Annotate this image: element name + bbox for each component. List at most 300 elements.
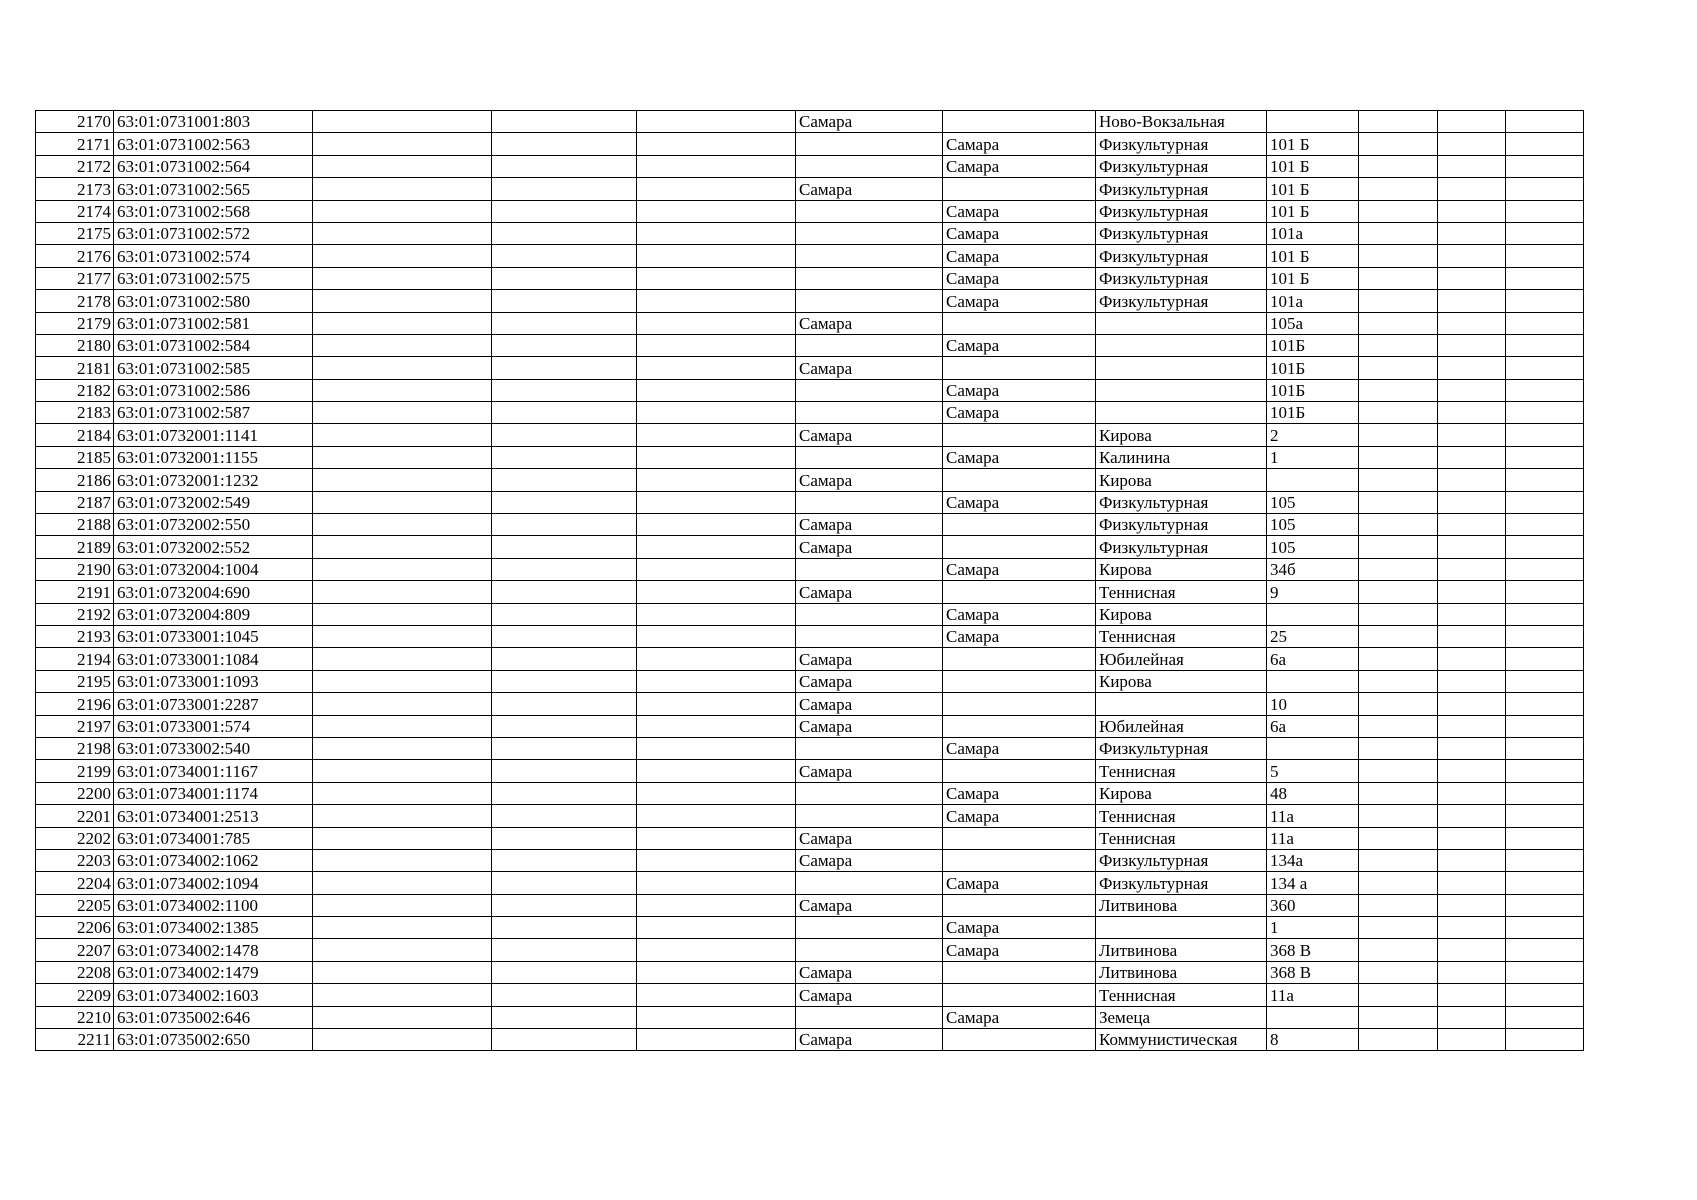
empty-cell <box>1438 849 1506 871</box>
empty-cell <box>1506 514 1584 536</box>
settlement-cell <box>943 178 1096 200</box>
empty-cell <box>1359 536 1438 558</box>
empty-cell <box>1438 536 1506 558</box>
empty-cell <box>637 222 796 244</box>
settlement-cell <box>943 984 1096 1006</box>
empty-cell <box>1506 155 1584 177</box>
city-cell: Самара <box>796 178 943 200</box>
empty-cell <box>1359 402 1438 424</box>
empty-cell <box>1438 133 1506 155</box>
city-cell: Самара <box>796 469 943 491</box>
empty-cell <box>1506 1029 1584 1051</box>
settlement-cell: Самара <box>943 133 1096 155</box>
empty-cell <box>313 782 492 804</box>
empty-cell <box>1506 133 1584 155</box>
row-number-cell: 2188 <box>36 514 114 536</box>
empty-cell <box>1506 312 1584 334</box>
table-row <box>36 178 1584 200</box>
table-row <box>36 984 1584 1006</box>
street-cell: Физкультурная <box>1096 491 1267 513</box>
empty-cell <box>492 648 637 670</box>
empty-cell <box>1506 581 1584 603</box>
empty-cell <box>313 894 492 916</box>
house-number-cell: 101Б <box>1267 357 1359 379</box>
empty-cell <box>1359 155 1438 177</box>
empty-cell <box>1506 111 1584 133</box>
city-cell: Самара <box>796 1029 943 1051</box>
empty-cell <box>1359 961 1438 983</box>
empty-cell <box>313 469 492 491</box>
empty-cell <box>492 200 637 222</box>
empty-cell <box>1359 334 1438 356</box>
empty-cell <box>313 133 492 155</box>
empty-cell <box>492 715 637 737</box>
house-number-cell: 105а <box>1267 312 1359 334</box>
empty-cell <box>313 491 492 513</box>
empty-cell <box>492 178 637 200</box>
street-cell: Ново-Вокзальная <box>1096 111 1267 133</box>
empty-cell <box>1438 581 1506 603</box>
settlement-cell <box>943 760 1096 782</box>
cadastral-number-cell: 63:01:0731002:587 <box>114 402 313 424</box>
city-cell: Самара <box>796 827 943 849</box>
empty-cell <box>637 581 796 603</box>
table-row <box>36 693 1584 715</box>
empty-cell <box>1438 111 1506 133</box>
empty-cell <box>1438 424 1506 446</box>
empty-cell <box>313 625 492 647</box>
house-number-cell: 11а <box>1267 984 1359 1006</box>
settlement-cell <box>943 961 1096 983</box>
house-number-cell: 101 Б <box>1267 200 1359 222</box>
settlement-cell: Самара <box>943 334 1096 356</box>
table-row <box>36 1006 1584 1028</box>
empty-cell <box>1359 133 1438 155</box>
empty-cell <box>1359 625 1438 647</box>
table-row <box>36 670 1584 692</box>
cadastral-number-cell: 63:01:0731002:575 <box>114 267 313 289</box>
city-cell: Самара <box>796 514 943 536</box>
empty-cell <box>637 111 796 133</box>
street-cell: Физкультурная <box>1096 178 1267 200</box>
table-row <box>36 939 1584 961</box>
empty-cell <box>637 155 796 177</box>
empty-cell <box>1506 491 1584 513</box>
empty-cell <box>492 737 637 759</box>
empty-cell <box>1506 200 1584 222</box>
empty-cell <box>1506 290 1584 312</box>
empty-cell <box>637 402 796 424</box>
empty-cell <box>492 805 637 827</box>
empty-cell <box>1359 379 1438 401</box>
empty-cell <box>313 312 492 334</box>
house-number-cell: 101а <box>1267 222 1359 244</box>
empty-cell <box>1506 737 1584 759</box>
street-cell: Физкультурная <box>1096 155 1267 177</box>
cadastral-number-cell: 63:01:0734001:1167 <box>114 760 313 782</box>
street-cell <box>1096 402 1267 424</box>
empty-cell <box>313 446 492 468</box>
settlement-cell <box>943 827 1096 849</box>
empty-cell <box>1506 625 1584 647</box>
empty-cell <box>1506 917 1584 939</box>
cadastral-number-cell: 63:01:0732002:549 <box>114 491 313 513</box>
street-cell <box>1096 334 1267 356</box>
settlement-cell: Самара <box>943 737 1096 759</box>
table-body <box>36 111 1584 1051</box>
table-row <box>36 469 1584 491</box>
settlement-cell: Самара <box>943 1006 1096 1028</box>
street-cell: Теннисная <box>1096 760 1267 782</box>
empty-cell <box>1506 760 1584 782</box>
row-number-cell: 2211 <box>36 1029 114 1051</box>
row-number-cell: 2199 <box>36 760 114 782</box>
house-number-cell: 34б <box>1267 558 1359 580</box>
empty-cell <box>1438 1006 1506 1028</box>
empty-cell <box>1438 446 1506 468</box>
settlement-cell <box>943 424 1096 446</box>
empty-cell <box>1438 222 1506 244</box>
street-cell: Кирова <box>1096 424 1267 446</box>
cadastral-number-cell: 63:01:0732004:809 <box>114 603 313 625</box>
empty-cell <box>1506 670 1584 692</box>
settlement-cell: Самара <box>943 603 1096 625</box>
table-row <box>36 558 1584 580</box>
table-row <box>36 625 1584 647</box>
table-row <box>36 133 1584 155</box>
empty-cell <box>313 155 492 177</box>
house-number-cell <box>1267 111 1359 133</box>
empty-cell <box>1438 984 1506 1006</box>
row-number-cell: 2205 <box>36 894 114 916</box>
empty-cell <box>637 603 796 625</box>
cadastral-number-cell: 63:01:0733001:2287 <box>114 693 313 715</box>
row-number-cell: 2195 <box>36 670 114 692</box>
empty-cell <box>313 648 492 670</box>
city-cell: Самара <box>796 894 943 916</box>
empty-cell <box>492 133 637 155</box>
empty-cell <box>1506 872 1584 894</box>
city-cell <box>796 379 943 401</box>
empty-cell <box>313 357 492 379</box>
empty-cell <box>492 872 637 894</box>
empty-cell <box>313 693 492 715</box>
empty-cell <box>313 111 492 133</box>
city-cell: Самара <box>796 961 943 983</box>
street-cell <box>1096 917 1267 939</box>
city-cell <box>796 222 943 244</box>
city-cell <box>796 245 943 267</box>
empty-cell <box>1359 805 1438 827</box>
empty-cell <box>1359 782 1438 804</box>
empty-cell <box>492 424 637 446</box>
city-cell <box>796 939 943 961</box>
table-row <box>36 648 1584 670</box>
empty-cell <box>492 827 637 849</box>
city-cell: Самара <box>796 984 943 1006</box>
house-number-cell: 9 <box>1267 581 1359 603</box>
table-row <box>36 715 1584 737</box>
table-row <box>36 827 1584 849</box>
city-cell: Самара <box>796 648 943 670</box>
street-cell: Калинина <box>1096 446 1267 468</box>
empty-cell <box>637 670 796 692</box>
cadastral-number-cell: 63:01:0731002:574 <box>114 245 313 267</box>
empty-cell <box>313 245 492 267</box>
empty-cell <box>1359 446 1438 468</box>
settlement-cell <box>943 469 1096 491</box>
empty-cell <box>637 334 796 356</box>
table-row <box>36 872 1584 894</box>
house-number-cell <box>1267 603 1359 625</box>
cadastral-number-cell: 63:01:0732004:690 <box>114 581 313 603</box>
settlement-cell <box>943 581 1096 603</box>
cadastral-number-cell: 63:01:0734002:1094 <box>114 872 313 894</box>
empty-cell <box>313 603 492 625</box>
empty-cell <box>1506 984 1584 1006</box>
empty-cell <box>1506 805 1584 827</box>
empty-cell <box>313 827 492 849</box>
row-number-cell: 2194 <box>36 648 114 670</box>
row-number-cell: 2207 <box>36 939 114 961</box>
street-cell: Физкультурная <box>1096 200 1267 222</box>
city-cell: Самара <box>796 111 943 133</box>
city-cell <box>796 805 943 827</box>
city-cell <box>796 603 943 625</box>
empty-cell <box>1438 290 1506 312</box>
empty-cell <box>1359 245 1438 267</box>
street-cell: Литвинова <box>1096 894 1267 916</box>
empty-cell <box>492 402 637 424</box>
settlement-cell: Самара <box>943 491 1096 513</box>
empty-cell <box>1438 939 1506 961</box>
empty-cell <box>637 536 796 558</box>
house-number-cell: 101Б <box>1267 334 1359 356</box>
empty-cell <box>313 581 492 603</box>
empty-cell <box>492 581 637 603</box>
empty-cell <box>1359 693 1438 715</box>
street-cell: Физкультурная <box>1096 872 1267 894</box>
house-number-cell: 368 В <box>1267 939 1359 961</box>
table-row <box>36 290 1584 312</box>
empty-cell <box>1359 222 1438 244</box>
city-cell <box>796 267 943 289</box>
empty-cell <box>1438 491 1506 513</box>
empty-cell <box>313 1029 492 1051</box>
empty-cell <box>637 267 796 289</box>
empty-cell <box>1438 603 1506 625</box>
cadastral-number-cell: 63:01:0733001:1084 <box>114 648 313 670</box>
city-cell <box>796 737 943 759</box>
cadastral-number-cell: 63:01:0731002:580 <box>114 290 313 312</box>
city-cell <box>796 200 943 222</box>
empty-cell <box>637 200 796 222</box>
empty-cell <box>1438 670 1506 692</box>
empty-cell <box>1359 1006 1438 1028</box>
house-number-cell <box>1267 737 1359 759</box>
cadastral-number-cell: 63:01:0733001:574 <box>114 715 313 737</box>
cadastral-number-cell: 63:01:0733001:1093 <box>114 670 313 692</box>
empty-cell <box>1359 849 1438 871</box>
empty-cell <box>492 312 637 334</box>
empty-cell <box>313 849 492 871</box>
empty-cell <box>637 245 796 267</box>
empty-cell <box>492 558 637 580</box>
empty-cell <box>1506 894 1584 916</box>
empty-cell <box>313 379 492 401</box>
empty-cell <box>492 111 637 133</box>
house-number-cell: 6а <box>1267 715 1359 737</box>
city-cell: Самара <box>796 715 943 737</box>
city-cell <box>796 625 943 647</box>
empty-cell <box>1438 917 1506 939</box>
row-number-cell: 2173 <box>36 178 114 200</box>
empty-cell <box>492 670 637 692</box>
empty-cell <box>313 670 492 692</box>
empty-cell <box>637 961 796 983</box>
settlement-cell: Самара <box>943 222 1096 244</box>
row-number-cell: 2198 <box>36 737 114 759</box>
settlement-cell: Самара <box>943 200 1096 222</box>
house-number-cell: 101Б <box>1267 379 1359 401</box>
empty-cell <box>1506 849 1584 871</box>
empty-cell <box>492 984 637 1006</box>
city-cell: Самара <box>796 581 943 603</box>
cadastral-number-cell: 63:01:0731002:585 <box>114 357 313 379</box>
empty-cell <box>1359 491 1438 513</box>
empty-cell <box>1506 222 1584 244</box>
row-number-cell: 2186 <box>36 469 114 491</box>
empty-cell <box>1438 155 1506 177</box>
empty-cell <box>1359 984 1438 1006</box>
empty-cell <box>637 737 796 759</box>
empty-cell <box>492 917 637 939</box>
empty-cell <box>313 536 492 558</box>
table-row <box>36 894 1584 916</box>
settlement-cell <box>943 648 1096 670</box>
settlement-cell: Самара <box>943 446 1096 468</box>
empty-cell <box>492 446 637 468</box>
settlement-cell <box>943 715 1096 737</box>
street-cell: Физкультурная <box>1096 514 1267 536</box>
empty-cell <box>637 715 796 737</box>
empty-cell <box>313 917 492 939</box>
city-cell: Самара <box>796 760 943 782</box>
empty-cell <box>637 1006 796 1028</box>
row-number-cell: 2192 <box>36 603 114 625</box>
house-number-cell: 11а <box>1267 827 1359 849</box>
row-number-cell: 2208 <box>36 961 114 983</box>
house-number-cell: 48 <box>1267 782 1359 804</box>
row-number-cell: 2202 <box>36 827 114 849</box>
settlement-cell <box>943 111 1096 133</box>
empty-cell <box>637 827 796 849</box>
empty-cell <box>637 469 796 491</box>
settlement-cell <box>943 693 1096 715</box>
empty-cell <box>1359 357 1438 379</box>
row-number-cell: 2201 <box>36 805 114 827</box>
empty-cell <box>1359 715 1438 737</box>
table-row <box>36 312 1584 334</box>
empty-cell <box>492 603 637 625</box>
empty-cell <box>313 424 492 446</box>
empty-cell <box>492 693 637 715</box>
empty-cell <box>492 1029 637 1051</box>
empty-cell <box>637 693 796 715</box>
settlement-cell: Самара <box>943 782 1096 804</box>
house-number-cell: 1 <box>1267 917 1359 939</box>
empty-cell <box>1506 782 1584 804</box>
empty-cell <box>1438 312 1506 334</box>
empty-cell <box>313 178 492 200</box>
empty-cell <box>1506 469 1584 491</box>
empty-cell <box>1506 648 1584 670</box>
settlement-cell: Самара <box>943 939 1096 961</box>
row-number-cell: 2182 <box>36 379 114 401</box>
row-number-cell: 2183 <box>36 402 114 424</box>
street-cell: Теннисная <box>1096 581 1267 603</box>
settlement-cell <box>943 670 1096 692</box>
row-number-cell: 2187 <box>36 491 114 513</box>
row-number-cell: 2209 <box>36 984 114 1006</box>
empty-cell <box>1438 334 1506 356</box>
empty-cell <box>1506 245 1584 267</box>
row-number-cell: 2172 <box>36 155 114 177</box>
empty-cell <box>1506 267 1584 289</box>
empty-cell <box>492 961 637 983</box>
empty-cell <box>313 939 492 961</box>
cadastral-number-cell: 63:01:0731002:564 <box>114 155 313 177</box>
empty-cell <box>1359 872 1438 894</box>
empty-cell <box>637 312 796 334</box>
cadastral-number-cell: 63:01:0735002:650 <box>114 1029 313 1051</box>
row-number-cell: 2184 <box>36 424 114 446</box>
cadastral-number-cell: 63:01:0731002:586 <box>114 379 313 401</box>
house-number-cell: 360 <box>1267 894 1359 916</box>
empty-cell <box>637 939 796 961</box>
table-row <box>36 402 1584 424</box>
empty-cell <box>313 805 492 827</box>
cadastral-number-cell: 63:01:0734002:1385 <box>114 917 313 939</box>
empty-cell <box>492 536 637 558</box>
table-row <box>36 111 1584 133</box>
settlement-cell: Самара <box>943 267 1096 289</box>
table-row <box>36 603 1584 625</box>
empty-cell <box>1438 379 1506 401</box>
empty-cell <box>1438 514 1506 536</box>
house-number-cell <box>1267 469 1359 491</box>
settlement-cell <box>943 894 1096 916</box>
settlement-cell <box>943 1029 1096 1051</box>
row-number-cell: 2189 <box>36 536 114 558</box>
row-number-cell: 2193 <box>36 625 114 647</box>
city-cell: Самара <box>796 424 943 446</box>
row-number-cell: 2197 <box>36 715 114 737</box>
empty-cell <box>1438 805 1506 827</box>
city-cell <box>796 334 943 356</box>
cadastral-number-cell: 63:01:0732001:1155 <box>114 446 313 468</box>
empty-cell <box>637 849 796 871</box>
empty-cell <box>492 514 637 536</box>
street-cell: Литвинова <box>1096 939 1267 961</box>
house-number-cell: 25 <box>1267 625 1359 647</box>
empty-cell <box>313 267 492 289</box>
table-row <box>36 424 1584 446</box>
settlement-cell: Самара <box>943 245 1096 267</box>
empty-cell <box>637 491 796 513</box>
table-row <box>36 961 1584 983</box>
cadastral-number-cell: 63:01:0734002:1603 <box>114 984 313 1006</box>
